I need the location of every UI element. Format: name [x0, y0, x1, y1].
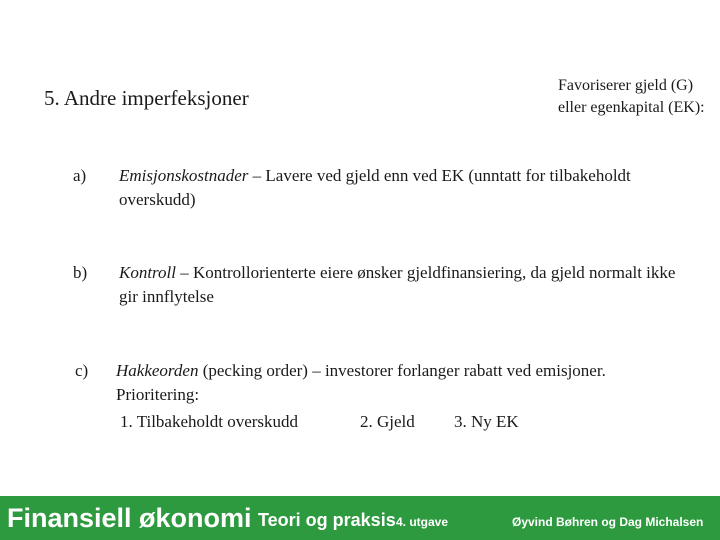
list-item-term: Kontroll	[119, 263, 176, 282]
book-title: Finansiell økonomi	[7, 503, 252, 533]
book-authors: Øyvind Bøhren og Dag Michalsen	[512, 515, 704, 529]
list-item-text: – Lavere ved gjeld enn ved EK (unntatt for tilbakeholdt overskudd)	[119, 166, 631, 209]
list-marker: b)	[73, 263, 88, 282]
list-item-body	[119, 164, 679, 212]
priority-item: 2. Gjeld	[360, 412, 415, 431]
list-marker: c)	[75, 361, 89, 380]
list-item-text: – Kontrollorienterte eiere ønsker gjeldfinansiering, da gjeld normalt ikke gir innflytelse	[119, 263, 676, 306]
side-note: Favoriserer gjeld (G) eller egenkapital (EK):	[558, 77, 705, 116]
book-edition: 4. utgave	[396, 515, 449, 529]
list-marker: a)	[73, 166, 87, 185]
list-item-body	[119, 261, 679, 309]
list-item-term: Emisjonskostnader	[119, 166, 249, 185]
list-item-text: (pecking order) – investorer forlanger rabatt ved emisjoner. Prioritering:	[116, 361, 606, 404]
book-subtitle: Teori og praksis	[258, 510, 396, 530]
priority-list	[120, 410, 676, 434]
priority-item: 1. Tilbakeholdt overskudd	[120, 412, 299, 431]
list-item-body	[116, 359, 676, 434]
list-item-term: Hakkeorden	[116, 361, 199, 380]
footer-banner	[0, 496, 720, 540]
priority-item: 3. Ny EK	[454, 412, 519, 431]
slide-title: 5. Andre imperfeksjoner	[44, 86, 249, 110]
